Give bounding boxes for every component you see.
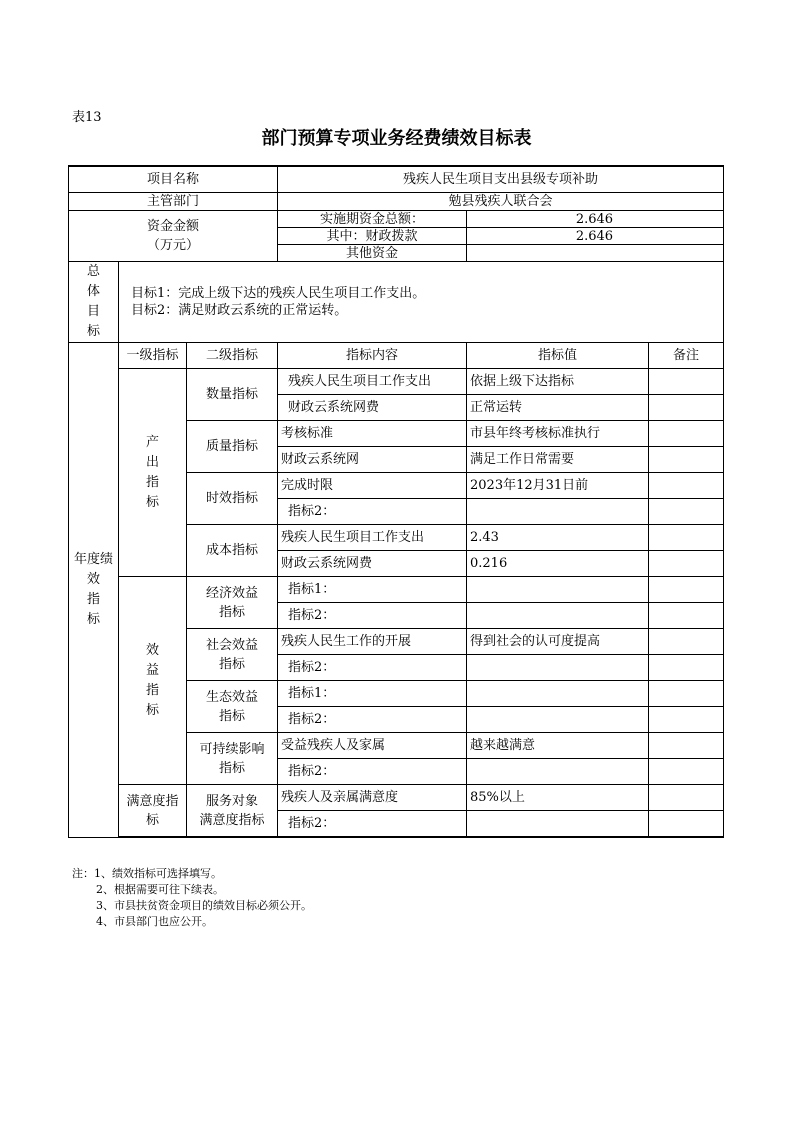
indicator-value	[467, 707, 649, 733]
fund-total-value: 2.646	[467, 211, 724, 228]
table-row	[69, 577, 724, 603]
table-number: 表13	[72, 110, 102, 125]
indicator-content: 完成时限	[278, 473, 467, 499]
economic-benefit-indicator: 经济效益 指标	[187, 577, 278, 629]
project-name-value: 残疾人民生项目支出县级专项补助	[278, 166, 724, 193]
indicator-value: 0.216	[467, 551, 649, 577]
overall-goal-text	[119, 262, 724, 343]
ecological-benefit-indicator: 生态效益 指标	[187, 681, 278, 733]
indicator-remark	[649, 811, 724, 838]
indicator-value	[467, 603, 649, 629]
indicator-value	[467, 811, 649, 838]
output-indicator-label: 产 出 指 标	[119, 369, 187, 577]
indicator-remark	[649, 655, 724, 681]
indicator-value: 正常运转	[467, 395, 649, 421]
dept-label: 主管部门	[69, 193, 278, 211]
benefit-indicator-label: 效 益 指 标	[119, 577, 187, 785]
indicator-content: 残疾人民生项目工作支出	[278, 369, 467, 395]
page-title: 部门预算专项业务经费绩效目标表	[261, 128, 532, 149]
fund-other-value	[467, 245, 724, 262]
indicator-content: 指标2：	[278, 707, 467, 733]
service-satisfaction-indicator: 服务对象 满意度指标	[187, 785, 278, 838]
indicator-remark	[649, 473, 724, 499]
indicator-remark	[649, 577, 724, 603]
table-row	[69, 369, 724, 395]
quantity-indicator: 数量指标	[187, 369, 278, 421]
indicator-remark	[649, 525, 724, 551]
fund-other-label: 其他资金	[278, 245, 467, 262]
fund-fiscal-value: 2.646	[467, 228, 724, 245]
overall-goal-label: 总 体 目 标	[69, 262, 119, 343]
dept-value: 勉县残疾人联合会	[278, 193, 724, 211]
header-level1: 一级指标	[119, 343, 187, 369]
performance-target-table	[68, 165, 724, 838]
indicator-content: 指标2：	[278, 603, 467, 629]
indicator-value: 市县年终考核标准执行	[467, 421, 649, 447]
indicator-value: 得到社会的认可度提高	[467, 629, 649, 655]
indicator-value: 越来越满意	[467, 733, 649, 759]
goal-1: 目标1：完成上级下达的残疾人民生项目工作支出。	[131, 286, 426, 301]
cost-indicator: 成本指标	[187, 525, 278, 577]
indicator-content: 残疾人及亲属满意度	[278, 785, 467, 811]
indicator-value: 依据上级下达指标	[467, 369, 649, 395]
indicator-content: 受益残疾人及家属	[278, 733, 467, 759]
indicator-remark	[649, 369, 724, 395]
indicator-remark	[649, 785, 724, 811]
indicator-content: 指标2：	[278, 655, 467, 681]
project-name-row	[69, 166, 724, 193]
indicator-content: 指标2：	[278, 499, 467, 525]
indicator-value	[467, 681, 649, 707]
header-content: 指标内容	[278, 343, 467, 369]
indicator-remark	[649, 629, 724, 655]
indicator-content: 财政云系统网	[278, 447, 467, 473]
indicator-value: 85%以上	[467, 785, 649, 811]
indicator-remark	[649, 681, 724, 707]
indicator-content: 指标1：	[278, 681, 467, 707]
indicator-content: 残疾人民生工作的开展	[278, 629, 467, 655]
indicator-remark	[649, 499, 724, 525]
indicator-content: 指标2：	[278, 811, 467, 838]
fund-total-label: 实施期资金总额：	[278, 211, 467, 228]
note-2: 2、根据需要可往下续表。	[96, 883, 224, 896]
timeliness-indicator: 时效指标	[187, 473, 278, 525]
overall-goal-row	[69, 262, 724, 343]
fund-unit-label: （万元）	[146, 238, 199, 253]
fund-label-cell	[69, 211, 278, 262]
indicator-value	[467, 759, 649, 785]
header-value: 指标值	[467, 343, 649, 369]
annual-indicator-label: 年度绩 效 指 标	[69, 343, 119, 838]
quality-indicator: 质量指标	[187, 421, 278, 473]
indicator-header-row	[69, 343, 724, 369]
fund-total-row	[69, 211, 724, 228]
indicator-value	[467, 577, 649, 603]
footnotes	[72, 866, 312, 930]
fund-label: 资金金额	[146, 219, 199, 234]
indicator-value	[467, 655, 649, 681]
indicator-content: 指标1：	[278, 577, 467, 603]
indicator-remark	[649, 551, 724, 577]
indicator-remark	[649, 447, 724, 473]
satisfaction-indicator-label: 满意度指 标	[119, 785, 187, 838]
goal-2: 目标2：满足财政云系统的正常运转。	[131, 303, 348, 318]
indicator-remark	[649, 395, 724, 421]
indicator-value: 2.43	[467, 525, 649, 551]
indicator-value: 满足工作日常需要	[467, 447, 649, 473]
table-row	[69, 785, 724, 811]
note-3: 3、市县扶贫资金项目的绩效目标必须公开。	[96, 899, 312, 912]
indicator-remark	[649, 733, 724, 759]
indicator-remark	[649, 421, 724, 447]
dept-row	[69, 193, 724, 211]
sustainable-impact-indicator: 可持续影响 指标	[187, 733, 278, 785]
indicator-remark	[649, 603, 724, 629]
indicator-content: 指标2：	[278, 759, 467, 785]
note-4: 4、市县部门也应公开。	[96, 915, 213, 928]
indicator-content: 财政云系统网费	[278, 551, 467, 577]
indicator-content: 财政云系统网费	[278, 395, 467, 421]
project-name-label: 项目名称	[69, 166, 278, 193]
indicator-value	[467, 499, 649, 525]
header-level2: 二级指标	[187, 343, 278, 369]
indicator-value: 2023年12月31日前	[467, 473, 649, 499]
social-benefit-indicator: 社会效益 指标	[187, 629, 278, 681]
note-1: 注：1、绩效指标可选择填写。	[72, 867, 222, 880]
indicator-content: 残疾人民生项目工作支出	[278, 525, 467, 551]
indicator-remark	[649, 707, 724, 733]
indicator-content: 考核标准	[278, 421, 467, 447]
indicator-remark	[649, 759, 724, 785]
header-remark: 备注	[649, 343, 724, 369]
fund-fiscal-label: 其中：财政拨款	[278, 228, 467, 245]
